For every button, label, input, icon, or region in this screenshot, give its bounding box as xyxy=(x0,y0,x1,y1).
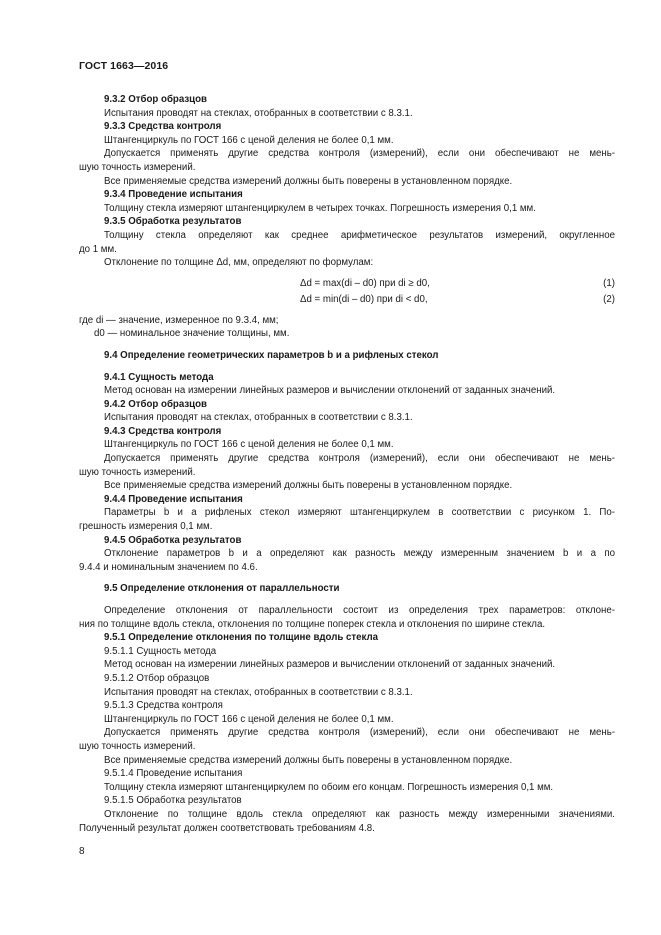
formula-2-expression: Δd = min(di – d0) при di < d0, xyxy=(300,293,428,305)
paragraph-line: шую точность измерений. xyxy=(79,161,196,173)
paragraph: Толщину стекла измеряют штангенциркулем по обоим его концам. Погрешность измерения 0,1 мм. xyxy=(104,781,554,793)
paragraph: Метод основан на измерении линейных размеров и вычислении отклонений от заданных значений. xyxy=(104,659,556,671)
paragraph-line: Отклонение по толщине вдоль стекла определяют как разность между измеренными значениями. xyxy=(104,808,615,820)
paragraph-line: Полученный результат должен соответствовать требованиям 4.8. xyxy=(79,822,375,834)
paragraph: Испытания проводят на стеклах, отобранных в соответствии с 8.3.1. xyxy=(104,107,413,119)
paragraph-line: Допускается применять другие средства контроля (измерений), если они обеспечивают не мень- xyxy=(104,453,615,465)
where-definition-2: d0 — номинальное значение толщины, мм. xyxy=(94,328,290,340)
paragraph: Штангенциркуль по ГОСТ 166 с ценой деления не более 0,1 мм. xyxy=(104,439,394,451)
paragraph-line: Допускается применять другие средства контроля (измерений), если они обеспечивают не мень- xyxy=(104,148,615,160)
paragraph-line: Определение отклонения от параллельности состоит из определения трех параметров: отклоне- xyxy=(104,605,615,616)
heading-9-4-2: 9.4.2 Отбор образцов xyxy=(104,398,207,410)
paragraph-line: Допускается применять другие средства контроля (измерений), если они обеспечивают не мень- xyxy=(104,727,615,739)
heading-9-4-4: 9.4.4 Проведение испытания xyxy=(104,493,243,505)
spacer xyxy=(79,341,615,349)
formula-1-number: (1) xyxy=(603,277,615,289)
formula-1 xyxy=(79,276,615,292)
formula-1-expression: Δd = max(di – d0) при di ≥ d0, xyxy=(300,277,430,289)
heading-9-3-3: 9.3.3 Средства контроля xyxy=(104,121,222,133)
spacer xyxy=(79,363,615,371)
heading-9-4: 9.4 Определение геометрических параметров b и a рифленых стекол xyxy=(104,349,439,361)
paragraph-line: шую точность измерений. xyxy=(79,466,196,478)
heading-9-3-2: 9.3.2 Отбор образцов xyxy=(104,94,207,105)
paragraph-line: шую точность измерений. xyxy=(79,740,196,752)
paragraph-line: Толщину стекла определяют как среднее арифметическое результатов измерений, округленное xyxy=(104,229,615,241)
document-header: ГОСТ 1663—2016 xyxy=(79,60,169,72)
paragraph: Испытания проводят на стеклах, отобранных в соответствии с 8.3.1. xyxy=(104,412,413,424)
heading-9-3-5: 9.3.5 Обработка результатов xyxy=(104,216,242,228)
heading-9-3-4: 9.3.4 Проведение испытания xyxy=(104,189,243,201)
heading-9-5-1-5: 9.5.1.5 Обработка результатов xyxy=(104,795,242,807)
heading-9-4-1: 9.4.1 Сущность метода xyxy=(104,371,214,383)
paragraph: Все применяемые средства измерений должны быть поверены в установленном порядке. xyxy=(104,754,513,766)
paragraph-line: 9.4.4 и номинальным значением по 4.6. xyxy=(79,561,258,573)
document-body xyxy=(79,93,615,835)
heading-9-5-1-1: 9.5.1.1 Сущность метода xyxy=(104,645,217,657)
heading-9-5-1-4: 9.5.1.4 Проведение испытания xyxy=(104,768,243,780)
page-number: 8 xyxy=(79,846,85,857)
paragraph-line: ния по толщине вдоль стекла, отклонения по толщине поперек стекла и отклонения по ширине стекла. xyxy=(79,618,546,630)
heading-9-5-1-3: 9.5.1.3 Средства контроля xyxy=(104,700,223,712)
paragraph: Штангенциркуль по ГОСТ 166 с ценой деления не более 0,1 мм. xyxy=(104,713,394,725)
where-definition-1: где di — значение, измеренное по 9.3.4, мм; xyxy=(79,314,279,326)
heading-9-5-1: 9.5.1 Определение отклонения по толщине вдоль стекла xyxy=(104,632,379,644)
formula-2 xyxy=(79,292,615,308)
heading-9-5: 9.5 Определение отклонения от параллельности xyxy=(104,583,340,595)
paragraph-line: Параметры b и a рифленых стекол измеряют штангенциркулем в соответствии с рисунком 1. По- xyxy=(104,507,615,519)
paragraph: Отклонение по толщине Δd, мм, определяют по формулам: xyxy=(104,257,374,269)
paragraph: Толщину стекла измеряют штангенциркулем в четырех точках. Погрешность измерения 0,1 мм. xyxy=(104,202,536,214)
paragraph-line: до 1 мм. xyxy=(79,243,117,255)
heading-9-4-3: 9.4.3 Средства контроля xyxy=(104,425,222,437)
spacer xyxy=(79,596,615,604)
heading-9-5-1-2: 9.5.1.2 Отбор образцов xyxy=(104,672,210,684)
spacer xyxy=(79,574,615,582)
paragraph-line: грешность измерения 0,1 мм. xyxy=(79,521,213,533)
paragraph: Штангенциркуль по ГОСТ 166 с ценой деления не более 0,1 мм. xyxy=(104,134,394,146)
formula-2-number: (2) xyxy=(603,293,615,305)
paragraph: Метод основан на измерении линейных размеров и вычислении отклонений от заданных значений. xyxy=(104,385,556,397)
paragraph: Испытания проводят на стеклах, отобранных в соответствии с 8.3.1. xyxy=(104,686,413,698)
paragraph: Все применяемые средства измерений должны быть поверены в установленном порядке. xyxy=(104,480,513,492)
paragraph: Все применяемые средства измерений должны быть поверены в установленном порядке. xyxy=(104,175,513,187)
heading-9-4-5: 9.4.5 Обработка результатов xyxy=(104,534,242,546)
paragraph-line: Отклонение параметров b и a определяют как разность между измеренным значением b и a по xyxy=(104,548,615,560)
